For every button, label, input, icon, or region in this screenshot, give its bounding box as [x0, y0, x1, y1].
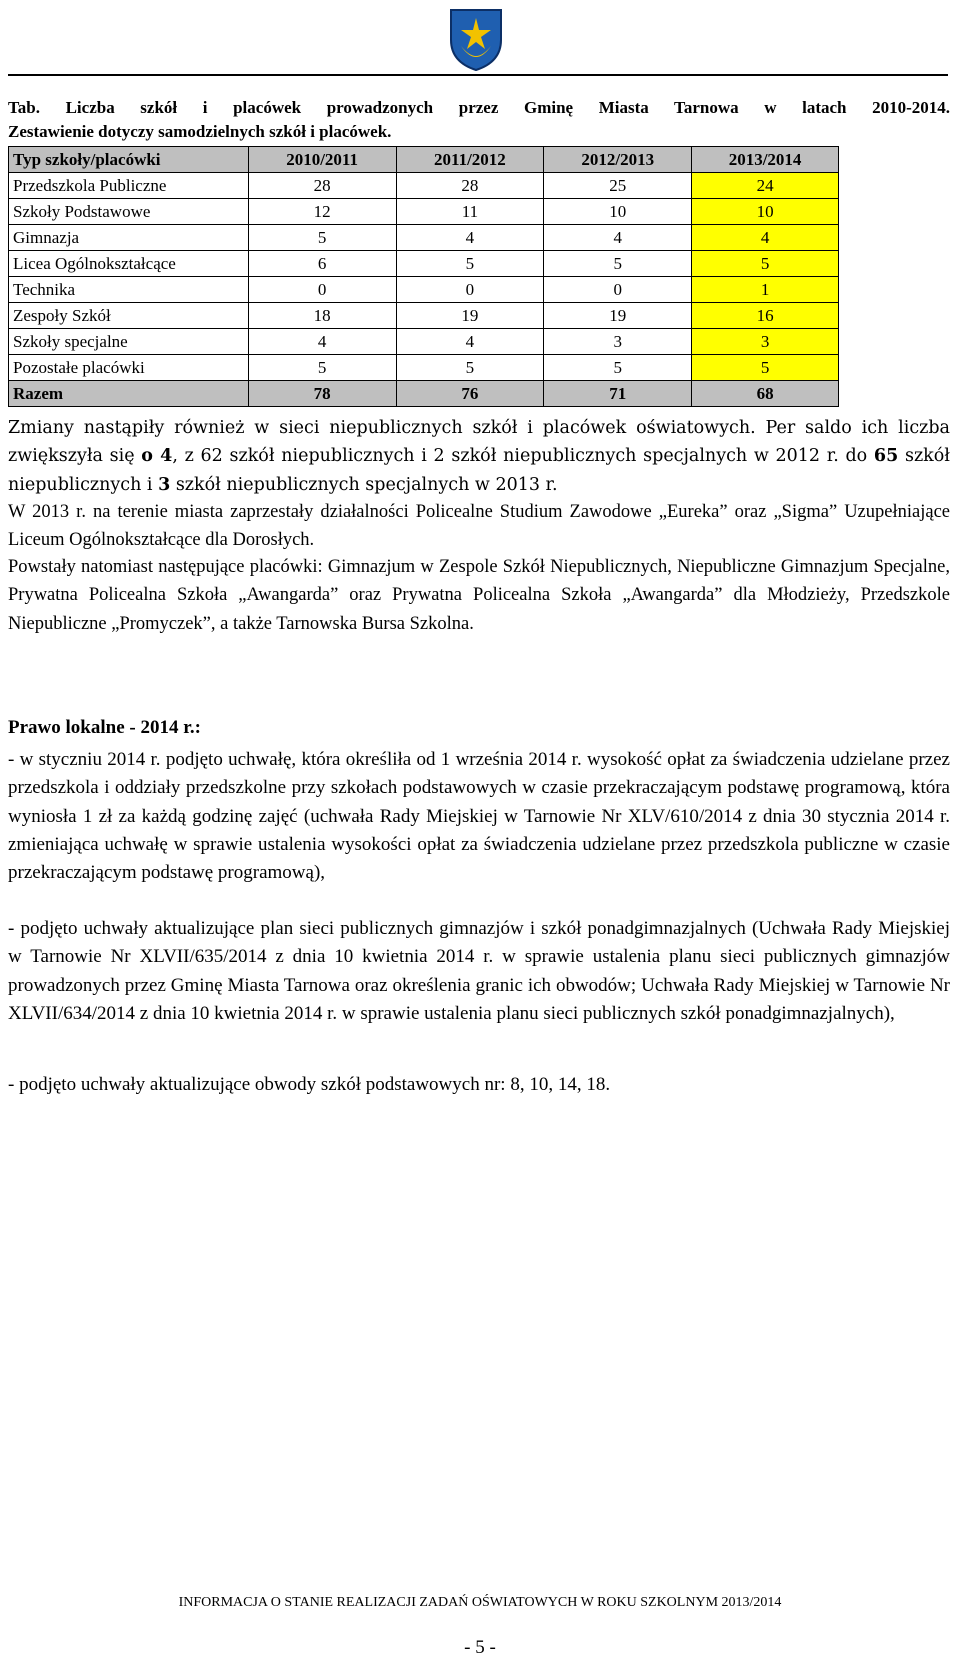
row-label: Licea Ogólnokształcące	[9, 251, 249, 277]
table-cell-highlighted: 16	[692, 303, 839, 329]
total-cell: 78	[248, 381, 396, 407]
tarnow-coat-of-arms-icon	[447, 6, 505, 72]
table-cell-highlighted: 24	[692, 173, 839, 199]
table-cell: 5	[248, 355, 396, 381]
table-cell: 4	[544, 225, 692, 251]
table-cell-highlighted: 4	[692, 225, 839, 251]
table-cell: 0	[248, 277, 396, 303]
row-label: Technika	[9, 277, 249, 303]
total-cell: 71	[544, 381, 692, 407]
paragraph-text: szkół niepublicznych specjalnych w 2013 r.	[170, 474, 558, 495]
row-label: Zespoły Szkół	[9, 303, 249, 329]
caption-line-1: Tab. Liczba szkół i placówek prowadzonych przez Gminę Miasta Tarnowa w latach 2010-2014.	[8, 98, 950, 117]
table-row	[9, 277, 839, 303]
paragraph-bold: 3	[158, 474, 171, 495]
schools-table	[8, 146, 839, 407]
table-caption	[8, 96, 950, 144]
page-footer: INFORMACJA O STANIE REALIZACJI ZADAŃ OŚWIATOWYCH W ROKU SZKOLNYM 2013/2014	[178, 1595, 782, 1610]
table-cell: 4	[396, 225, 544, 251]
table-row	[9, 173, 839, 199]
paragraph-text: szkół niepublicznych i	[8, 446, 950, 495]
paragraph-closures: W 2013 r. na terenie miasta zaprzestały działalności Policealne Studium Zawodowe „Eureka” oraz „Sigma” Uzupełniające Liceum Ogólnokształcące dla Dorosłych.	[8, 502, 950, 551]
table-cell-highlighted: 10	[692, 199, 839, 225]
table-cell: 11	[396, 199, 544, 225]
table-cell: 28	[248, 173, 396, 199]
table-cell: 5	[396, 355, 544, 381]
table-cell: 10	[544, 199, 692, 225]
paragraph-text: , z 62 szkół niepublicznych i 2 szkół niepublicznych specjalnych w 2012 r. do	[172, 446, 874, 467]
table-row	[9, 355, 839, 381]
row-label: Szkoły specjalne	[9, 329, 249, 355]
table-row	[9, 303, 839, 329]
table-cell: 0	[544, 277, 692, 303]
paragraph-bold: 65	[873, 446, 899, 467]
table-cell: 4	[248, 329, 396, 355]
total-cell: 68	[692, 381, 839, 407]
paragraph-text: Zmiany nastąpiły również w sieci niepublicznych szkół i placówek oświatowych. Per saldo ich liczba zwiększyła się	[8, 418, 950, 467]
table-cell: 5	[396, 251, 544, 277]
table-cell: 6	[248, 251, 396, 277]
table-row	[9, 251, 839, 277]
page-number: - 5 -	[464, 1637, 496, 1658]
row-label: Gimnazja	[9, 225, 249, 251]
table-cell-highlighted: 5	[692, 251, 839, 277]
table-cell: 0	[396, 277, 544, 303]
table-cell: 5	[544, 251, 692, 277]
paragraph-new-institutions: Powstały natomiast następujące placówki: Gimnazjum w Zespole Szkół Niepublicznych, Niepubliczne Gimnazjum Specjalne, Prywatna Policealna Szkoła „Awangarda” oraz Prywatna Policealna Szkoła „Awangarda” dla Młodzieży, Przedszkole Niepubliczne „Promyczek”, a także Tarnowska Bursa Szkolna.	[8, 557, 950, 634]
table-cell: 19	[396, 303, 544, 329]
table-cell: 25	[544, 173, 692, 199]
column-header: 2011/2012	[396, 147, 544, 173]
total-label: Razem	[9, 381, 249, 407]
total-cell: 76	[396, 381, 544, 407]
table-cell: 18	[248, 303, 396, 329]
table-row	[9, 329, 839, 355]
table-row	[9, 225, 839, 251]
table-cell: 5	[544, 355, 692, 381]
table-header-row	[9, 147, 839, 173]
table-cell: 5	[248, 225, 396, 251]
table-cell: 3	[544, 329, 692, 355]
law-item-1: - w styczniu 2014 r. podjęto uchwałę, która określiła od 1 września 2014 r. wysokość opłat za świadczenia udzielane przez przedszkola i oddziały przedszkolne przy szkołach podstawowych w czasie przekraczającym podstawę programową, która wyniosła 1 zł za każdą godzinę zajęć (uchwała Rady Miejskiej w Tarnowie Nr XLV/610/2014 z dnia 30 stycznia 2014 r. zmieniająca uchwałę w sprawie ustalenia wysokości opłat za świadczenia udzielane przez przedszkola publiczne w czasie przekraczającym podstawę programową),	[8, 749, 950, 884]
table-row	[9, 199, 839, 225]
row-label: Szkoły Podstawowe	[9, 199, 249, 225]
table-cell: 19	[544, 303, 692, 329]
law-heading: Prawo lokalne - 2014 r.:	[8, 717, 201, 738]
caption-line-2: Zestawienie dotyczy samodzielnych szkół i placówek.	[8, 122, 392, 141]
table-cell: 28	[396, 173, 544, 199]
table-cell-highlighted: 3	[692, 329, 839, 355]
column-header: Typ szkoły/placówki	[9, 147, 249, 173]
column-header: 2010/2011	[248, 147, 396, 173]
table-total-row	[9, 381, 839, 407]
header-rule	[8, 74, 948, 76]
row-label: Przedszkola Publiczne	[9, 173, 249, 199]
table-cell: 4	[396, 329, 544, 355]
column-header: 2013/2014	[692, 147, 839, 173]
law-item-2: - podjęto uchwały aktualizujące plan sieci publicznych gimnazjów i szkół ponadgimnazjalnych (Uchwała Rady Miejskiej w Tarnowie Nr XLVII/635/2014 z dnia 10 kwietnia 2014 r. w sprawie ustalenia planu sieci publicznych gimnazjów prowadzonych przez Gminę Miasta Tarnowa oraz określenia granic ich obwodów; Uchwała Rady Miejskiej w Tarnowie Nr XLVII/634/2014 z dnia 10 kwietnia 2014 r. w sprawie ustalenia planu sieci publicznych szkół ponadgimnazjalnych),	[8, 918, 950, 1024]
table-cell-highlighted: 5	[692, 355, 839, 381]
paragraph-bold: o 4	[141, 446, 173, 467]
table-cell: 12	[248, 199, 396, 225]
table-cell-highlighted: 1	[692, 277, 839, 303]
paragraph-changes	[8, 414, 950, 499]
law-item-3: - podjęto uchwały aktualizujące obwody szkół podstawowych nr: 8, 10, 14, 18.	[8, 1074, 611, 1095]
column-header: 2012/2013	[544, 147, 692, 173]
row-label: Pozostałe placówki	[9, 355, 249, 381]
